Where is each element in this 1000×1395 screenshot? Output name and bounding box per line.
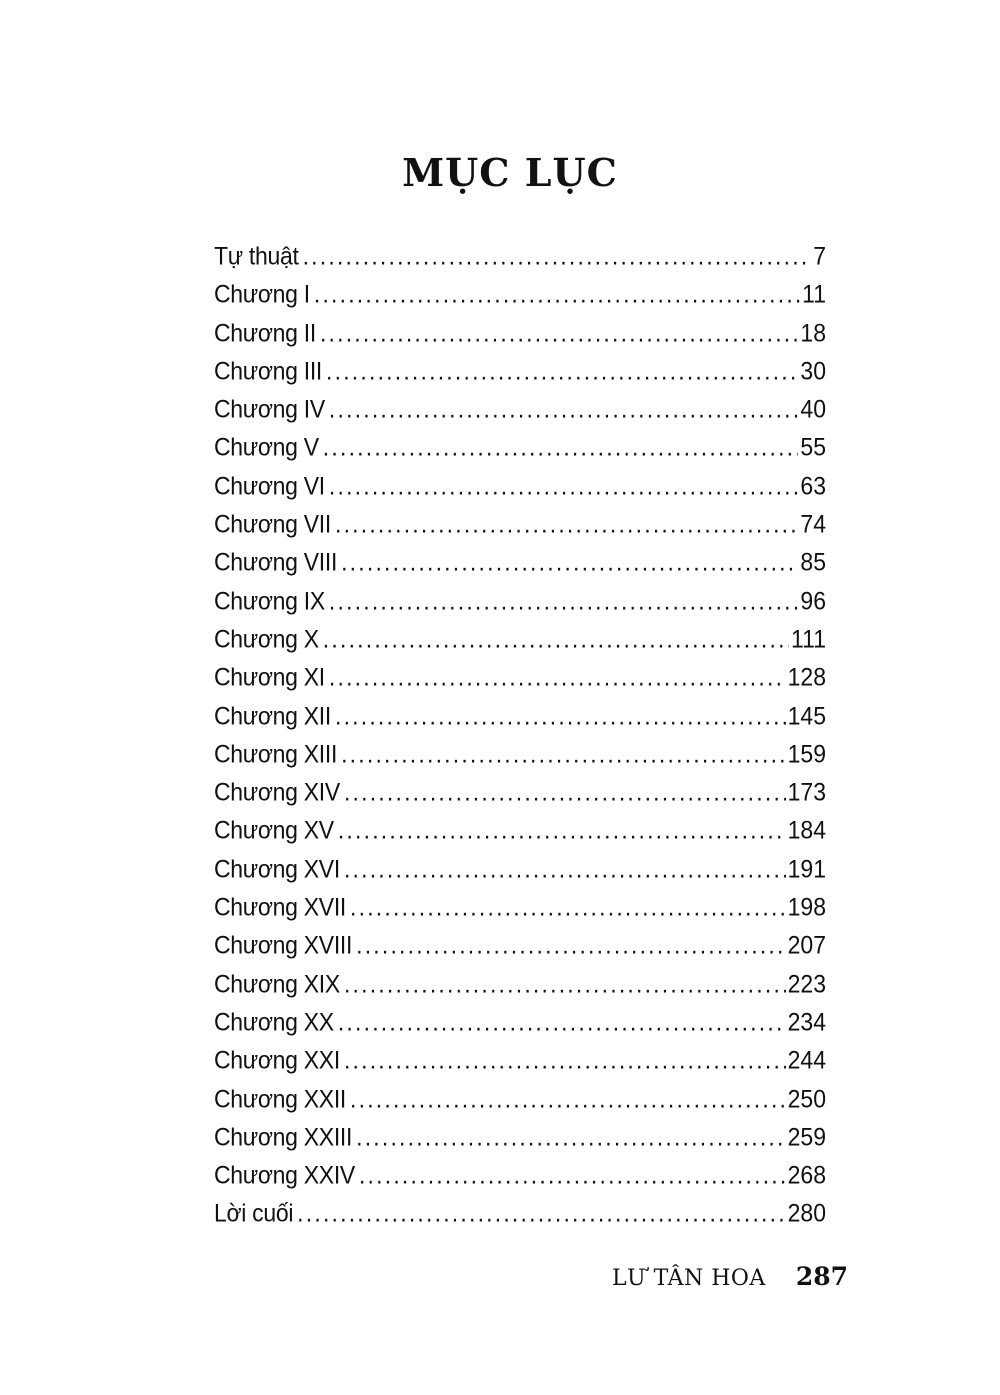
toc-entry-page: 159 — [787, 739, 826, 768]
toc-entry-label: Tự thuật — [214, 241, 299, 271]
toc-dot-leader — [350, 893, 786, 922]
toc-dot-leader — [320, 319, 798, 348]
toc-entry[interactable] — [214, 893, 826, 934]
toc-entry-page: 145 — [787, 701, 826, 730]
toc-entry-page: 85 — [800, 548, 826, 577]
toc-entry-label: Chương VIII — [214, 548, 338, 577]
toc-dot-leader — [314, 280, 800, 309]
toc-entry-page: 244 — [787, 1046, 826, 1075]
toc-entry-page: 173 — [787, 778, 826, 807]
toc-entry-label: Chương VII — [214, 510, 331, 539]
toc-entry[interactable] — [214, 625, 826, 666]
toc-entry-label: Chương XV — [214, 816, 334, 845]
toc-dot-leader — [323, 433, 799, 462]
toc-dot-leader — [338, 1008, 786, 1037]
toc-entry[interactable] — [214, 855, 826, 896]
toc-entry-label: Chương X — [214, 624, 319, 653]
toc-entry-label: Chương IX — [214, 586, 325, 615]
toc-entry-page: 234 — [787, 1007, 826, 1036]
toc-entry-page: 74 — [800, 510, 826, 539]
toc-entry-page: 207 — [787, 931, 826, 960]
toc-entry-label: Chương XX — [214, 1007, 334, 1036]
page-footer — [612, 1262, 848, 1291]
toc-entry-page: 280 — [787, 1199, 826, 1228]
footer-page-number: 287 — [795, 1262, 848, 1291]
toc-entry[interactable] — [214, 1084, 826, 1125]
toc-entry[interactable] — [214, 280, 826, 321]
toc-entry-page: 223 — [787, 969, 826, 998]
toc-entry[interactable] — [214, 740, 826, 781]
toc-entry-label: Chương II — [214, 318, 316, 347]
toc-entry-label: Chương III — [214, 356, 323, 385]
toc-entry-label: Chương I — [214, 280, 310, 309]
toc-entry-page: 55 — [800, 433, 826, 462]
toc-dot-leader — [329, 472, 799, 501]
toc-entry[interactable] — [214, 433, 826, 474]
toc-entry-page: 198 — [787, 892, 826, 922]
toc-dot-leader — [323, 625, 789, 654]
toc-entry-page: 40 — [800, 395, 826, 424]
toc-entry-label: Chương XVI — [214, 854, 340, 883]
toc-entry-label: Chương XXI — [214, 1046, 340, 1075]
toc-entry[interactable] — [214, 778, 826, 819]
toc-entry[interactable] — [214, 1199, 826, 1240]
toc-entry[interactable] — [214, 319, 826, 360]
toc-entry[interactable] — [214, 1161, 826, 1202]
toc-entry[interactable] — [214, 931, 826, 972]
toc-entry[interactable] — [214, 510, 826, 551]
toc-entry-label: Chương IV — [214, 395, 325, 424]
toc-dot-leader — [326, 357, 798, 386]
page-title: MỤC LỤC — [402, 150, 618, 195]
toc-entry[interactable] — [214, 472, 826, 513]
toc-dot-leader — [303, 242, 812, 271]
toc-entry[interactable] — [214, 970, 826, 1011]
toc-entry-label: Chương XIX — [214, 969, 340, 998]
toc-entry-label: Chương XII — [214, 701, 331, 730]
toc-dot-leader — [329, 395, 799, 424]
toc-dot-leader — [329, 663, 786, 692]
toc-dot-leader — [335, 510, 798, 539]
toc-entry-page: 11 — [802, 280, 826, 309]
toc-entry-page: 128 — [787, 663, 826, 692]
toc-entry-page: 7 — [813, 241, 826, 271]
toc-entry[interactable] — [214, 816, 826, 857]
toc-dot-leader — [344, 778, 786, 807]
toc-entry-page: 184 — [787, 816, 826, 845]
toc-entry[interactable] — [214, 1123, 826, 1164]
toc-dot-leader — [297, 1199, 785, 1228]
toc-entry-page: 250 — [787, 1084, 826, 1113]
toc-dot-leader — [359, 1161, 786, 1190]
toc-entry-page: 111 — [791, 624, 826, 653]
toc-dot-leader — [356, 931, 786, 960]
toc-dot-leader — [356, 1123, 786, 1152]
toc-entry-label: Chương XVIII — [214, 931, 353, 960]
toc-entry-label: Chương XIV — [214, 778, 340, 807]
toc-entry[interactable] — [214, 1008, 826, 1049]
toc-entry[interactable] — [214, 587, 826, 628]
toc-entry[interactable] — [214, 242, 826, 283]
toc-dot-leader — [344, 970, 786, 999]
toc-entry-page: 191 — [787, 854, 826, 883]
toc-entry-label: Lời cuối — [214, 1199, 294, 1228]
toc-entry-label: Chương XXII — [214, 1084, 347, 1113]
toc-dot-leader — [350, 1084, 786, 1113]
toc-entry-label: Chương V — [214, 433, 319, 462]
toc-entry-page: 30 — [800, 356, 826, 385]
toc-entry[interactable] — [214, 548, 826, 589]
toc-dot-leader — [338, 816, 786, 845]
toc-entry[interactable] — [214, 1046, 826, 1087]
toc-entry-label: Chương VI — [214, 471, 325, 500]
toc-entry[interactable] — [214, 357, 826, 398]
toc-entry[interactable] — [214, 395, 826, 436]
footer-author: LƯ TÂN HOA — [611, 1266, 766, 1291]
toc-entry-label: Chương XIII — [214, 739, 338, 768]
toc-dot-leader — [344, 855, 786, 884]
toc-entry-page: 63 — [800, 471, 826, 500]
table-of-contents — [214, 241, 826, 1241]
toc-dot-leader — [335, 701, 786, 730]
toc-dot-leader — [329, 587, 799, 616]
toc-entry-label: Chương XXIII — [214, 1122, 353, 1151]
toc-entry-page: 96 — [800, 586, 826, 615]
toc-entry-page: 18 — [800, 318, 826, 347]
toc-dot-leader — [344, 1046, 786, 1075]
toc-dot-leader — [341, 740, 786, 769]
toc-entry-label: Chương XXIV — [214, 1161, 355, 1190]
toc-entry[interactable] — [214, 701, 826, 742]
toc-dot-leader — [341, 548, 798, 577]
toc-entry-page: 259 — [787, 1122, 826, 1151]
toc-entry-page: 268 — [787, 1161, 826, 1190]
toc-entry[interactable] — [214, 663, 826, 704]
toc-entry-label: Chương XVII — [214, 892, 347, 922]
toc-entry-label: Chương XI — [214, 663, 325, 692]
